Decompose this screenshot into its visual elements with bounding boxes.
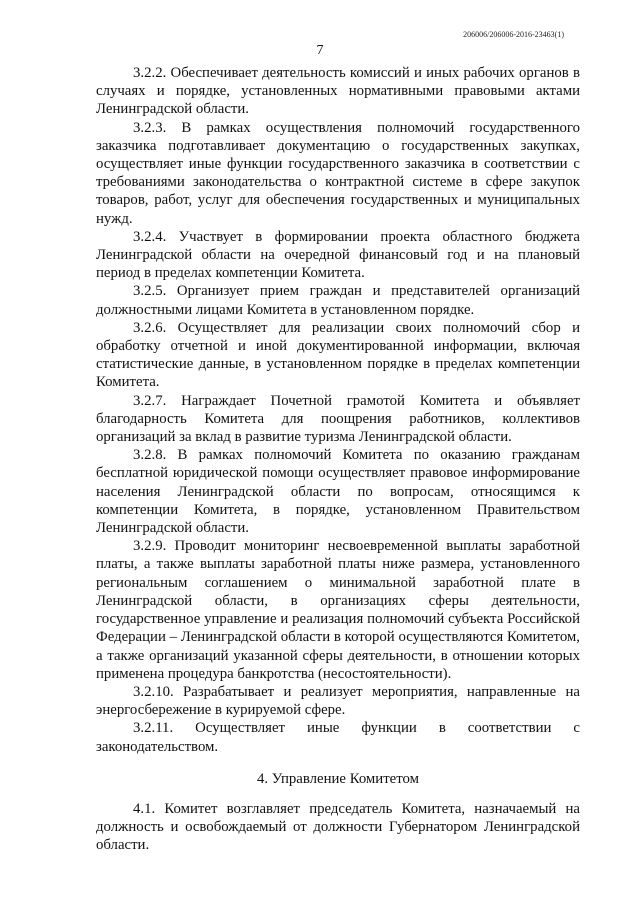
paragraph-3-2-7: 3.2.7. Награждает Почетной грамотой Комитета и объявляет благодарность Комитета для поощрения работников, коллективов организаций за вклад в развитие туризма Ленинградской области. (96, 392, 580, 446)
document-body (96, 64, 580, 854)
paragraph-3-2-6: 3.2.6. Осуществляет для реализации своих полномочий сбор и обработку отчетной и иной документированной информации, включая статистические данные, в установленном порядке в пределах компетенции Комитета. (96, 319, 580, 391)
section-heading: 4. Управление Комитетом (256, 770, 420, 787)
paragraph-3-2-3: 3.2.3. В рамках осуществления полномочий государственного заказчика подготавливает документацию о государственных закупках, осуществляет иные функции государственного заказчика в соответствии с требованиями законодательства о контрактной системе в сфере закупок товаров, работ, услуг для обеспечения государственных и муниципальных нужд. (96, 119, 580, 227)
paragraph-3-2-5: 3.2.5. Организует прием граждан и представителей организаций должностными лицами Комитета в установленном порядке. (96, 283, 580, 318)
paragraph-3-2-2: 3.2.2. Обеспечивает деятельность комиссий и иных рабочих органов в случаях и порядке, установленных нормативными правовыми актами Ленинградской области. (96, 65, 580, 118)
paragraph-3-2-10: 3.2.10. Разрабатывает и реализует мероприятия, направленные на энергосбережение в курируемой сфере. (96, 683, 580, 719)
paragraph-3-2-9: 3.2.9. Проводит мониторинг несвоевременной выплаты заработной платы, а также выплаты заработной платы ниже размера, установленного региональным соглашением о минимальной заработной плате в Ленинградской области, в организациях сферы деятельности, государственное управление и реализация полномочий субъекта Российской Федерации – Ленинградской области в которой осуществляются Комитетом, а также организаций указанной сферы деятельности, в отношении которых применена процедура банкротства (несостоятельности). (96, 538, 580, 682)
document-code: 206006/206006-2016-23463(1) (463, 30, 564, 39)
paragraph-3-2-8: 3.2.8. В рамках полномочий Комитета по оказанию гражданам бесплатной юридической помощи осуществляет правовое информирование населения Ленинградской области по вопросам, относящимся к компетенции Комитета, в порядке, установленном Правительством Ленинградской области. (96, 447, 580, 537)
paragraph-4-1: 4.1. Комитет возглавляет председатель Комитета, назначаемый на должность и освобождаемый от должности Губернатором Ленинградской области. (96, 800, 580, 854)
paragraph-3-2-11: 3.2.11. Осуществляет иные функции в соответствии с законодательством. (96, 720, 580, 755)
page-number: 7 (316, 43, 324, 58)
paragraph-3-2-4: 3.2.4. Участвует в формировании проекта областного бюджета Ленинградской области на очередной финансовый год и на плановый период в пределах компетенции Комитета. (96, 228, 580, 282)
